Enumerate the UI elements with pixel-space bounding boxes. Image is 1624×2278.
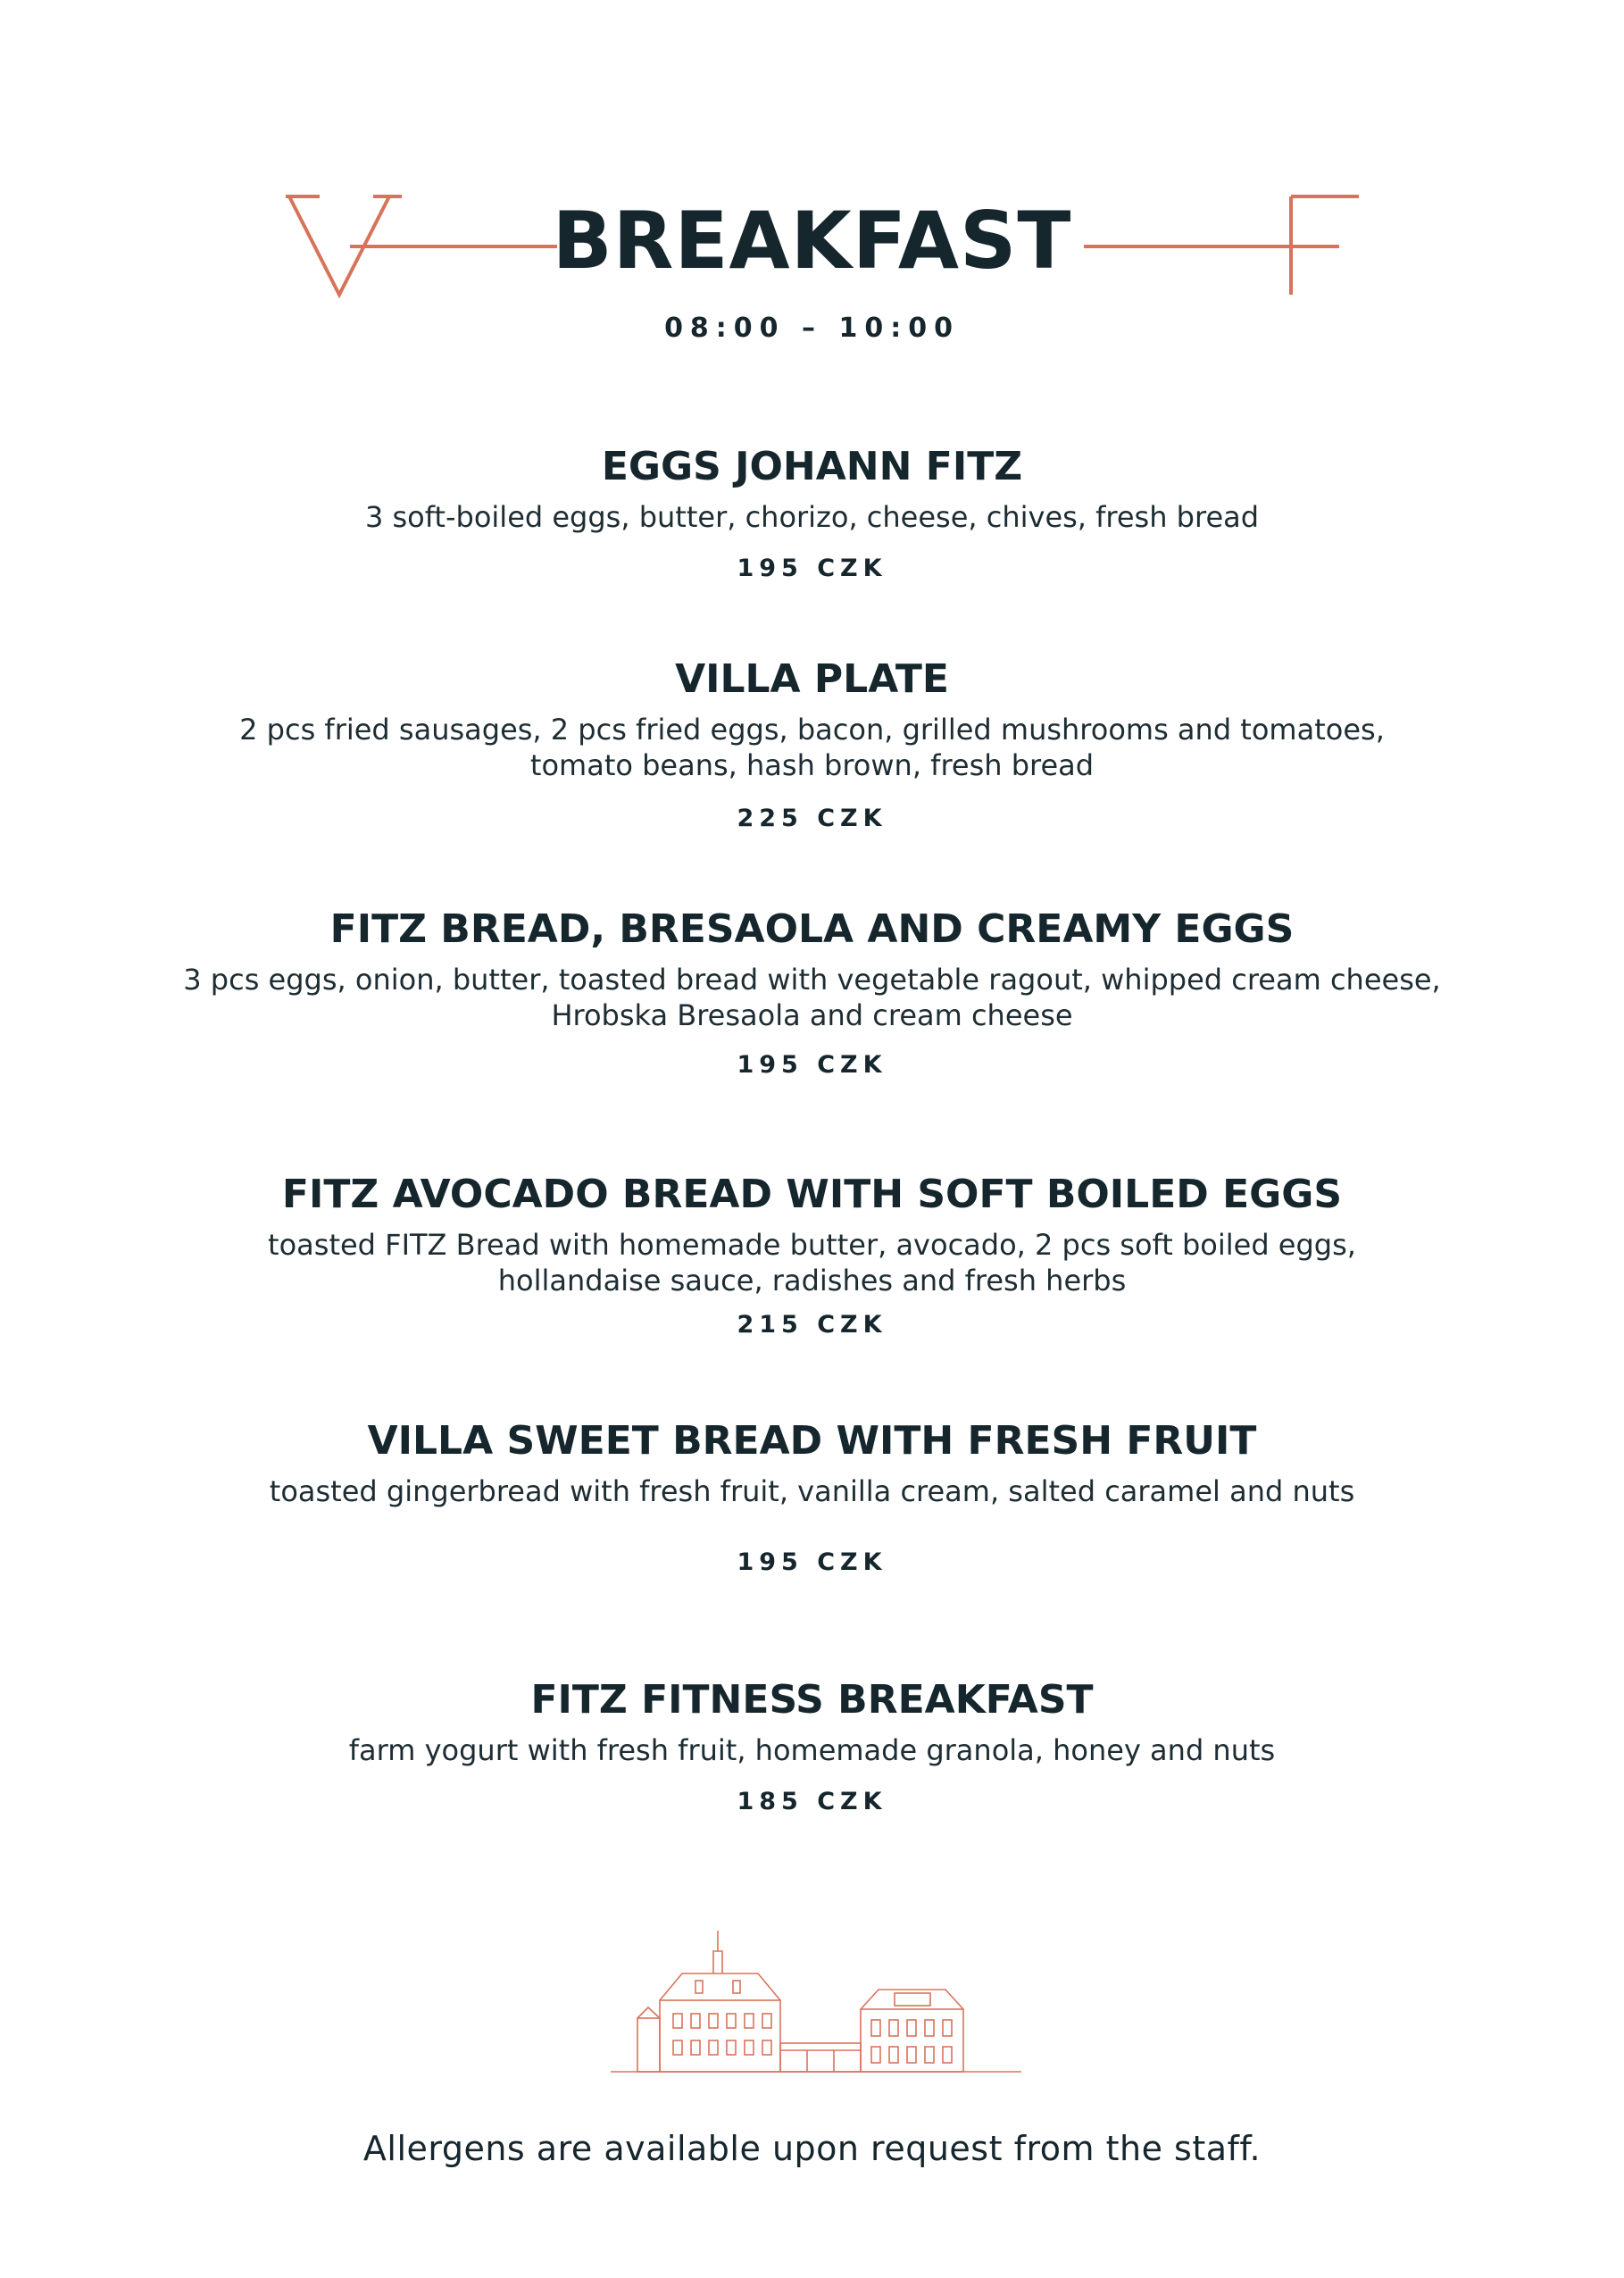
menu-header (0, 179, 1624, 357)
item-description: 3 pcs eggs, onion, butter, toasted bread with vegetable ragout, whipped cream cheese, (183, 963, 1441, 997)
menu-item-eggs-johann-fitz (125, 442, 1499, 582)
villa-building-icon (611, 1929, 1021, 2076)
serving-hours: 08:00 – 10:00 (664, 313, 960, 344)
item-description: toasted gingerbread with fresh fruit, vanilla cream, salted caramel and nuts (269, 1474, 1355, 1508)
item-name: FITZ BREAD, BRESAOLA AND CREAMY EGGS (329, 906, 1295, 952)
item-price: 185 CZK (737, 1788, 887, 1815)
item-price: 195 CZK (737, 1051, 887, 1079)
menu-item-fitz-bread-bresaola (125, 905, 1499, 1079)
item-name: VILLA PLATE (675, 656, 949, 702)
page-title: BREAKFAST (552, 195, 1072, 287)
item-description: farm yogurt with fresh fruit, homemade granola, honey and nuts (348, 1733, 1276, 1767)
item-description-line2: tomato beans, hash brown, fresh bread (529, 748, 1095, 782)
item-price: 225 CZK (737, 805, 887, 832)
item-description: 3 soft-boiled eggs, butter, chorizo, cheese, chives, fresh bread (364, 500, 1260, 534)
menu-item-fitz-avocado-bread (125, 1170, 1499, 1339)
item-description-line2: Hrobska Bresaola and cream cheese (551, 998, 1073, 1032)
item-price: 215 CZK (737, 1311, 887, 1339)
item-price: 195 CZK (737, 1548, 887, 1576)
item-name: VILLA SWEET BREAD WITH FRESH FRUIT (367, 1418, 1257, 1464)
item-price: 195 CZK (737, 555, 887, 582)
menu-item-fitz-fitness-breakfast (125, 1675, 1499, 1815)
item-description-line2: hollandaise sauce, radishes and fresh herbs (497, 1264, 1127, 1298)
item-name: FITZ AVOCADO BREAD WITH SOFT BOILED EGGS (281, 1172, 1343, 1217)
item-description: toasted FITZ Bread with homemade butter, avocado, 2 pcs soft boiled eggs, (268, 1228, 1356, 1262)
item-name: FITZ FITNESS BREAKFAST (530, 1677, 1094, 1723)
menu-item-villa-sweet-bread (125, 1416, 1499, 1576)
item-description: 2 pcs fried sausages, 2 pcs fried eggs, bacon, grilled mushrooms and tomatoes, (239, 713, 1385, 747)
menu-item-villa-plate (125, 655, 1499, 832)
allergen-note: Allergens are available upon request from the staff. (362, 2129, 1262, 2168)
item-name: EGGS JOHANN FITZ (601, 444, 1023, 489)
